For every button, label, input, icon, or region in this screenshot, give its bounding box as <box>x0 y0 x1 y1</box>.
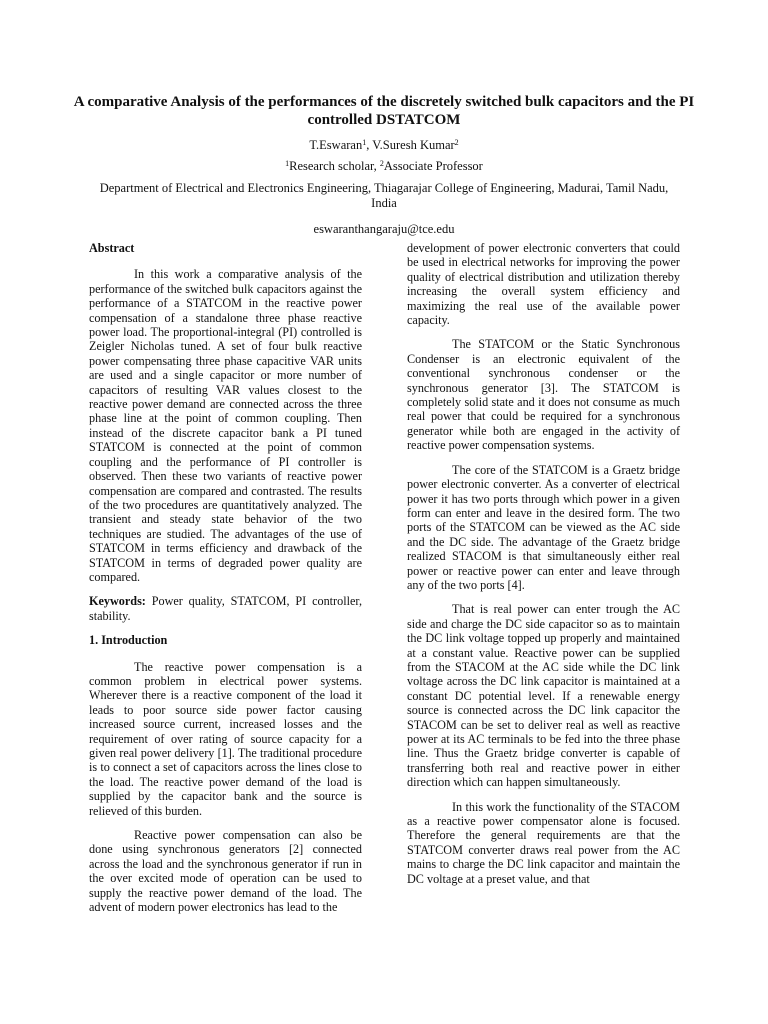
body-paragraph: That is real power can enter trough the AC side and charge the DC side capacitor so as to maintain the DC link voltage topped up properly and maintained at a constant value. Reactive power can be supplied from the STACOM at the AC side while the DC link voltage across the DC link capacitor is maintained at a constant DC potential level. If a renewable energy source is connected across the DC link capacitor the STACOM can be set to deliver real as well as reactive power at its AC terminals to be fed into the three phase line. Thus the Graetz bridge converter is capable of transferring both real and reactive power in either direction which can happen simultaneously. <box>407 602 680 790</box>
body-paragraph: In this work the functionality of the STACOM as a reactive power compensator alone is focused. Therefore the general requirements are that the STATCOM converter draws real power from the AC mains to charge the DC link capacitor and maintain the DC voltage at a preset value, and that <box>407 799 680 886</box>
body-paragraph: Reactive power compensation can also be done using synchronous generators [2] connected across the load and the synchronous generator if run in the over excited mode of operation can be used to supply the reactive power demand of the load. The advent of modern power electronics has lead to the <box>89 828 362 915</box>
department-line: Department of Electrical and Electronics Engineering, Thiagarajar College of Engineering, Madurai, Tamil Nadu, India <box>99 181 669 210</box>
body-paragraph: The core of the STATCOM is a Graetz bridge power electronic converter. As a converter of electrical power it has two ports through which power in a given form can enter and leave in the desired form. The two ports of the STATCOM can be viewed as the AC side and the DC side. The advantage of the Graetz bridge realized STACOM is that simultaneously either real power or reactive power can enter and leave through any of the two ports [4]. <box>407 462 680 592</box>
abstract-paragraph: In this work a comparative analysis of the performance of the switched bulk capacitors against the performance of a STATCOM in the reactive power compensation of a standalone three phase reactive power load. The proportional-integral (PI) controlled is Zeigler Nicholas tuned. A set of four bulk reactive power compensating three phase capacitive VAR units are used and a single capacitor or more number of capacitors of resulting VAR values closest to the reactive power demand are connected across the three phase line at the point of common coupling. Then instead of the discrete capacitor bank a PI tuned STATCOM is connected at the point of common coupling and the performance of PI controller is observed. Then these two variants of reactive power compensation are compared and contrasted. The results of the two procedures are quantitatively analyzed. The transient and steady state behavior of the two techniques are studied. The advantages of the use of STATCOM in terms efficiency and drawback of the STATCOM in terms of degraded power quality are compared. <box>89 267 362 584</box>
introduction-heading: 1. Introduction <box>89 633 168 648</box>
author-name: V.Suresh Kumar <box>372 138 455 152</box>
body-paragraph: The reactive power compensation is a common problem in electrical power systems. Wherever there is a reactive component of the load it leads to poor source side power factor causing increased source current, increased losses and the requirement of over rating of source capacity for a given real power delivery [1]. The traditional procedure is to connect a set of capacitors across the lines close to the load. The reactive power demand of the load is supplied by the capacitor bank and the source is relieved of this burden. <box>89 659 362 818</box>
abstract-heading: Abstract <box>89 241 135 255</box>
keywords-text: Power quality, STATCOM, PI controller, stability. <box>89 594 362 623</box>
affiliation-superscript: 2 <box>379 159 384 168</box>
keywords-paragraph <box>89 594 362 623</box>
author-superscript: 2 <box>454 138 459 147</box>
author-separator: , <box>366 138 373 152</box>
keywords-label: Keywords: <box>89 594 146 609</box>
affiliation-superscript: 1 <box>285 159 290 168</box>
affiliation-role: Associate Professor <box>383 159 483 173</box>
author-line <box>0 138 768 153</box>
author-superscript: 1 <box>362 138 367 147</box>
paper-title: A comparative Analysis of the performances of the discretely switched bulk capacitors and the PI controlled DSTATCOM <box>73 94 695 128</box>
email-address: eswaranthangaraju@tce.edu <box>313 222 455 236</box>
affiliation-role: Research scholar, <box>289 159 380 173</box>
body-paragraph: The STATCOM or the Static Synchronous Condenser is an electronic equivalent of the conventional synchronous condenser or the synchronous generator [3]. The STATCOM is completely solid state and it does not consume as much real power that could be required for a synchronous generator while both are engaged in the activity of reactive power compensation systems. <box>407 337 680 453</box>
left-column <box>89 241 362 924</box>
affiliation-line <box>0 159 768 174</box>
right-column <box>407 241 680 896</box>
body-paragraph: development of power electronic converters that could be used in electrical networks for improving the power quality of electrical distribution and utilization thereby increasing the overall system efficiency and maximizing the real use of the available power capacity. <box>407 241 680 328</box>
author-name: T.Eswaran <box>309 138 363 152</box>
